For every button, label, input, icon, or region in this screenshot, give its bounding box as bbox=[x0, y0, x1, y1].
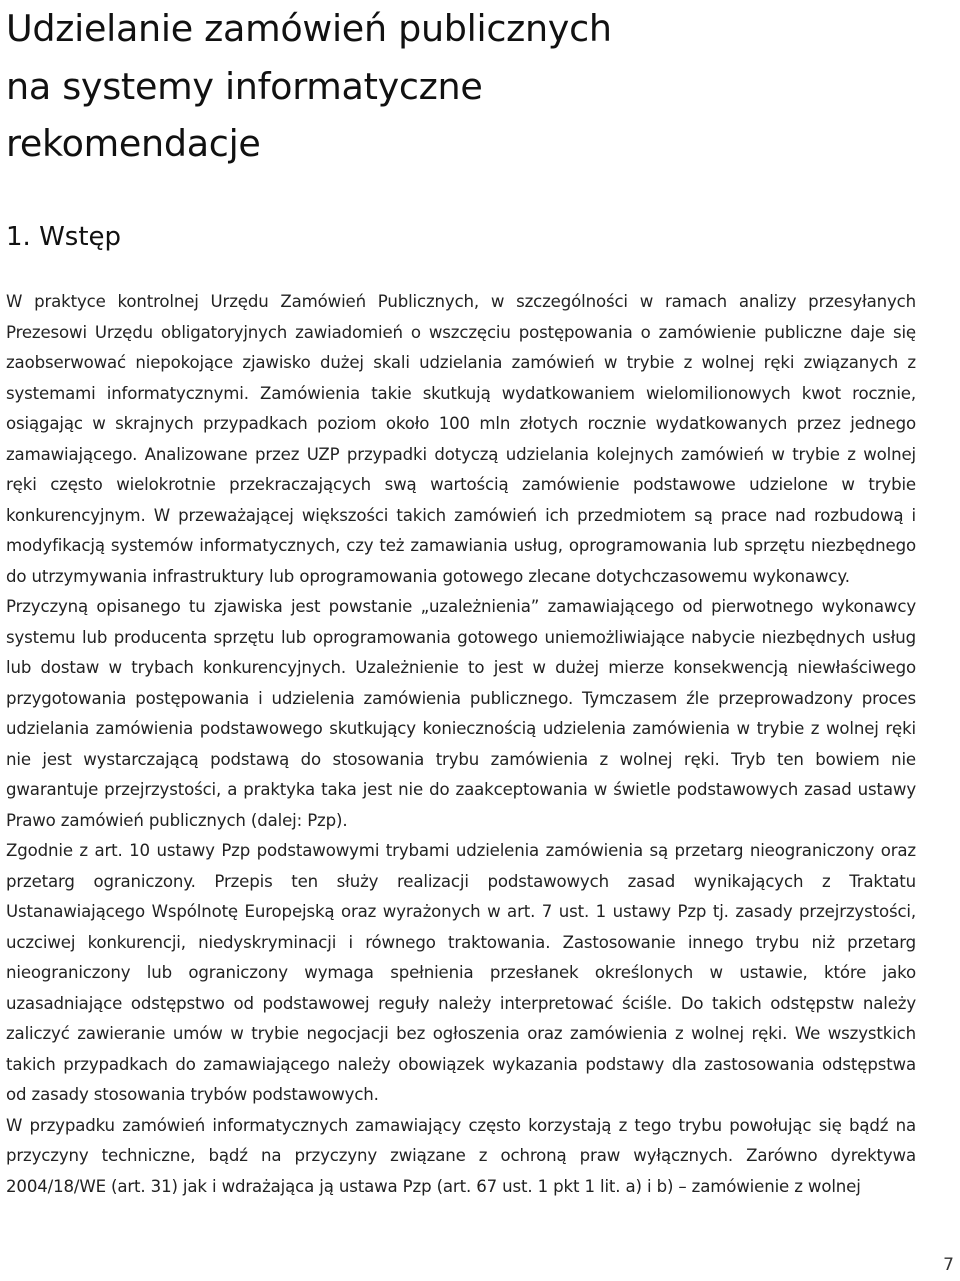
paragraph-4: W przypadku zamówień informatycznych zamawiający często korzystają z tego trybu powołując się bądź na przyczyny techniczne, bądź na przyczyny związane z ochroną praw wyłącznych. Zarówno dyrektywa 2004/18/WE (art. 31) jak i wdrażająca ją ustawa Pzp (art. 67 ust. 1 pkt 1 lit. a) i b) – zamówienie z wolnej bbox=[6, 1115, 916, 1196]
title-line-1: Udzielanie zamówień publicznych bbox=[6, 7, 612, 50]
body-text bbox=[6, 287, 916, 1202]
page-title bbox=[6, 0, 906, 173]
paragraph-1: W praktyce kontrolnej Urzędu Zamówień Publicznych, w szczególności w ramach analizy przesyłanych Prezesowi Urzędu obligatoryjnych zawiadomień o wszczęciu postępowania o zamówienie publiczne daje się zaobserwować niepokojące zjawisko dużej skali udzielania zamówień w trybie z wolnej ręki związanych z systemami informatycznymi. Zamówienia takie skutkują wydatkowaniem wielomilionowych kwot rocznie, osiągając w skrajnych przypadkach poziom około 100 mln złotych rocznie wydatkowanych przez jednego zamawiającego. Analizowane przez UZP przypadki dotyczą udzielania kolejnych zamówień w trybie z wolnej ręki często wielokrotnie przekraczających swą wartością zamówienie podstawowe udzielone w trybie konkurencyjnym. W przeważającej większości takich zamówień ich przedmiotem są prace nad rozbudową i modyfikacją systemów informatycznych, czy też zamawiania usług, oprogramowania lub sprzętu niezbędnego do utrzymywania infrastruktury lub oprogramowania gotowego zlecane dotychczasowemu wykonawcy. bbox=[6, 292, 916, 586]
paragraph-3: Zgodnie z art. 10 ustawy Pzp podstawowymi trybami udzielenia zamówienia są przetarg nieograniczony oraz przetarg ograniczony. Przepis ten służy realizacji podstawowych zasad wynikających z Traktatu Ustanawiającego Wspólnotę Europejską oraz wyrażonych w art. 7 ust. 1 ustawy Pzp tj. zasady przejrzystości, uczciwej konkurencji, niedyskryminacji i równego traktowania. Zastosowanie innego trybu niż przetarg nieograniczony lub ograniczony wymaga spełnienia przesłanek określonych w ustawie, które jako uzasadniające odstępstwo od podstawowej reguły należy interpretować ściśle. Do takich odstępstw należy zaliczyć zawieranie umów w trybie negocjacji bez ogłoszenia oraz zamówienia z wolnej ręki. We wszystkich takich przypadkach do zamawiającego należy obowiązek wykazania podstawy dla zastosowania odstępstwa od zasady stosowania trybów podstawowych. bbox=[6, 841, 916, 1104]
title-line-2: na systemy informatyczne bbox=[6, 64, 483, 108]
title-line-3: rekomendacje bbox=[6, 122, 261, 165]
paragraph-2: Przyczyną opisanego tu zjawiska jest powstanie „uzależnienia” zamawiającego od pierwotnego wykonawcy systemu lub producenta sprzętu lub oprogramowania gotowego uniemożliwiające nabycie niezbędnych usług lub dostaw w trybach konkurencyjnych. Uzależnienie to jest w dużej mierze konsekwencją niewłaściwego przygotowania postępowania i udzielenia zamówienia publicznego. Tymczasem źle przeprowadzony proces udzielania zamówienia podstawowego skutkujący koniecznością udzielenia zamówienia w trybie z wolnej ręki nie jest wystarczającą podstawą do stosowania trybu zamówienia z wolnej ręki. Tryb ten bowiem nie gwarantuje przejrzystości, a praktyka taka jest nie do zaakceptowania w świetle podstawowych zasad ustawy Prawo zamówień publicznych (dalej: Pzp). bbox=[6, 597, 916, 830]
section-heading: 1. Wstęp bbox=[6, 222, 122, 252]
page-number: 7 bbox=[943, 1255, 954, 1275]
